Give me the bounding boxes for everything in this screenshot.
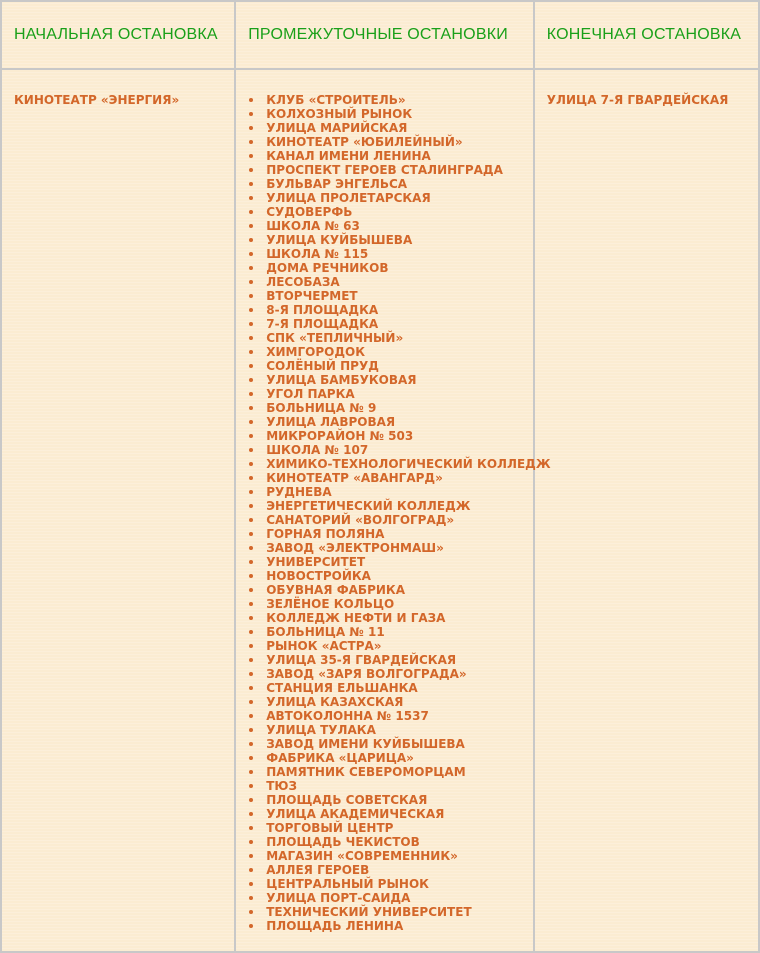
stop-list-item [264, 793, 533, 807]
stop-list-item [264, 667, 533, 681]
stop-name: ПРОСПЕКТ ГЕРОЕВ СТАЛИНГРАДА [266, 163, 503, 177]
bullet-icon [249, 238, 253, 242]
stop-name: МИКРОРАЙОН № 503 [266, 429, 414, 443]
body-row [1, 69, 759, 952]
stop-name: ШКОЛА № 63 [266, 219, 360, 233]
stop-list-item [264, 807, 533, 821]
stop-name: ТОРГОВЫЙ ЦЕНТР [266, 821, 394, 835]
bullet-icon [249, 910, 253, 914]
stop-list-item [264, 625, 533, 639]
bullet-icon [249, 826, 253, 830]
bullet-icon [249, 434, 253, 438]
stop-name: УЛИЦА ПОРТ-САИДА [266, 891, 411, 905]
header-intermediate-stops: ПРОМЕЖУТОЧНЫЕ ОСТАНОВКИ [235, 1, 534, 69]
bullet-icon [249, 154, 253, 158]
bullet-icon [249, 728, 253, 732]
stop-name: ГОРНАЯ ПОЛЯНА [266, 527, 385, 541]
stop-name: БОЛЬНИЦА № 9 [266, 401, 377, 415]
bullet-icon [249, 742, 253, 746]
bullet-icon [249, 658, 253, 662]
stop-list-item [264, 107, 533, 121]
stop-list-item [264, 835, 533, 849]
stop-list-item [264, 205, 533, 219]
stop-name: БОЛЬНИЦА № 11 [266, 625, 385, 639]
stop-list-item [264, 191, 533, 205]
stop-list-item [264, 373, 533, 387]
stop-name: ЗАВОД «ЗАРЯ ВОЛГОГРАДА» [266, 667, 467, 681]
stop-name: УЛИЦА ПРОЛЕТАРСКАЯ [266, 191, 431, 205]
bullet-icon [249, 574, 253, 578]
stop-name: КЛУБ «СТРОИТЕЛЬ» [266, 93, 406, 107]
stop-list-item [264, 387, 533, 401]
stop-name: ХИМГОРОДОК [266, 345, 366, 359]
stop-name: ФАБРИКА «ЦАРИЦА» [266, 751, 414, 765]
bullet-icon [249, 168, 253, 172]
bullet-icon [249, 364, 253, 368]
stop-list-item [264, 905, 533, 919]
bullet-icon [249, 294, 253, 298]
bullet-icon [249, 350, 253, 354]
stop-name: УЛИЦА БАМБУКОВАЯ [266, 373, 417, 387]
stop-name: ТЮЗ [266, 779, 298, 793]
stop-name: ШКОЛА № 107 [266, 443, 369, 457]
stop-name: УГОЛ ПАРКА [266, 387, 355, 401]
stop-list-item [264, 653, 533, 667]
stop-name: КИНОТЕАТР «АВАНГАРД» [266, 471, 443, 485]
stop-list-item [264, 751, 533, 765]
stop-list-item [264, 877, 533, 891]
stop-name: АЛЛЕЯ ГЕРОЕВ [266, 863, 370, 877]
bullet-icon [249, 406, 253, 410]
stop-list-item [264, 891, 533, 905]
bullet-icon [249, 630, 253, 634]
bullet-icon [249, 770, 253, 774]
stop-list-item [264, 737, 533, 751]
stop-name: УЛИЦА КАЗАХСКАЯ [266, 695, 404, 709]
stop-name: ЭНЕРГЕТИЧЕСКИЙ КОЛЛЕДЖ [266, 499, 471, 513]
stop-list-item [264, 261, 533, 275]
stop-name: РЫНОК «АСТРА» [266, 639, 382, 653]
stop-list-item [264, 149, 533, 163]
bullet-icon [249, 392, 253, 396]
stop-name: ПАМЯТНИК СЕВЕРОМОРЦАМ [266, 765, 466, 779]
stop-name: ПЛОЩАДЬ ЛЕНИНА [266, 919, 404, 933]
stop-name: РУДНЕВА [266, 485, 332, 499]
bullet-icon [249, 112, 253, 116]
stop-name: ОБУВНАЯ ФАБРИКА [266, 583, 405, 597]
bullet-icon [249, 700, 253, 704]
stop-name: СТАНЦИЯ ЕЛЬШАНКА [266, 681, 418, 695]
start-stop-cell [1, 69, 235, 952]
stop-name: ЗЕЛЁНОЕ КОЛЬЦО [266, 597, 395, 611]
stop-name: ЗАВОД ИМЕНИ КУЙБЫШЕВА [266, 737, 465, 751]
stop-list-item [264, 597, 533, 611]
end-stop-cell [534, 69, 759, 952]
stop-list-item [264, 569, 533, 583]
stop-list-item [264, 723, 533, 737]
bullet-icon [249, 812, 253, 816]
bullet-icon [249, 784, 253, 788]
stop-name: АВТОКОЛОННА № 1537 [266, 709, 429, 723]
intermediate-stops-cell [235, 69, 551, 952]
stop-list-item [264, 863, 533, 877]
stop-name: ШКОЛА № 115 [266, 247, 369, 261]
stop-list-item [264, 317, 533, 331]
stop-name: КИНОТЕАТР «ЮБИЛЕЙНЫЙ» [266, 135, 463, 149]
stop-name: ПЛОЩАДЬ ЧЕКИСТОВ [266, 835, 420, 849]
bullet-icon [249, 448, 253, 452]
stop-list-item [264, 247, 533, 261]
stop-name: ХИМИКО-ТЕХНОЛОГИЧЕСКИЙ КОЛЛЕДЖ [266, 457, 551, 471]
bullet-icon [249, 532, 253, 536]
stop-list-item [264, 639, 533, 653]
stop-list-item [264, 765, 533, 779]
stop-list-item [264, 401, 533, 415]
stop-list-item [264, 415, 533, 429]
stop-name: ВТОРЧЕРМЕТ [266, 289, 358, 303]
stop-list-item [264, 513, 533, 527]
stop-list-item [264, 303, 533, 317]
stop-list-item [264, 163, 533, 177]
bullet-icon [249, 504, 253, 508]
stop-list-item [264, 93, 533, 107]
stop-list-item [264, 275, 533, 289]
stop-name: УЛИЦА КУЙБЫШЕВА [266, 233, 413, 247]
bullet-icon [249, 280, 253, 284]
stop-name: УЛИЦА АКАДЕМИЧЕСКАЯ [266, 807, 445, 821]
bullet-icon [249, 252, 253, 256]
stop-name: УЛИЦА ЛАВРОВАЯ [266, 415, 396, 429]
bullet-icon [249, 126, 253, 130]
stop-list-item [264, 695, 533, 709]
stop-list-item [264, 471, 533, 485]
intermediate-stops-list [236, 70, 551, 933]
stop-list-item [264, 219, 533, 233]
bullet-icon [249, 476, 253, 480]
start-stop-name: КИНОТЕАТР «ЭНЕРГИЯ» [14, 93, 180, 107]
bullet-icon [249, 840, 253, 844]
stop-list-item [264, 443, 533, 457]
bullet-icon [249, 322, 253, 326]
stop-list-item [264, 779, 533, 793]
header-start-stop: НАЧАЛЬНАЯ ОСТАНОВКА [1, 1, 235, 69]
header-end-stop: КОНЕЧНАЯ ОСТАНОВКА [534, 1, 759, 69]
stop-list-item [264, 345, 533, 359]
stop-name: САНАТОРИЙ «ВОЛГОГРАД» [266, 513, 455, 527]
bullet-icon [249, 266, 253, 270]
stop-list-item [264, 331, 533, 345]
stop-name: УЛИЦА МАРИЙСКАЯ [266, 121, 408, 135]
stop-name: УНИВЕРСИТЕТ [266, 555, 366, 569]
stop-list-item [264, 821, 533, 835]
stop-name: 7-Я ПЛОЩАДКА [266, 317, 379, 331]
stop-name: КОЛХОЗНЫЙ РЫНОК [266, 107, 413, 121]
bullet-icon [249, 224, 253, 228]
stop-name: НОВОСТРОЙКА [266, 569, 371, 583]
stop-list-item [264, 177, 533, 191]
bullet-icon [249, 644, 253, 648]
stop-name: ПЛОЩАДЬ СОВЕТСКАЯ [266, 793, 428, 807]
stop-list-item [264, 849, 533, 863]
stop-list-item [264, 233, 533, 247]
bullet-icon [249, 210, 253, 214]
stop-list-item [264, 583, 533, 597]
bullet-icon [249, 546, 253, 550]
bullet-icon [249, 896, 253, 900]
stop-list-item [264, 541, 533, 555]
stop-name: ЗАВОД «ЭЛЕКТРОНМАШ» [266, 541, 444, 555]
stop-name: МАГАЗИН «СОВРЕМЕННИК» [266, 849, 458, 863]
stop-name: ДОМА РЕЧНИКОВ [266, 261, 389, 275]
stop-name: СПК «ТЕПЛИЧНЫЙ» [266, 331, 404, 345]
stop-list-item [264, 527, 533, 541]
header-row [1, 1, 759, 69]
bullet-icon [249, 924, 253, 928]
bullet-icon [249, 686, 253, 690]
bullet-icon [249, 420, 253, 424]
stop-list-item [264, 499, 533, 513]
stop-name: БУЛЬВАР ЭНГЕЛЬСА [266, 177, 408, 191]
bullet-icon [249, 560, 253, 564]
stop-name: 8-Я ПЛОЩАДКА [266, 303, 379, 317]
end-stop-name: УЛИЦА 7-Я ГВАРДЕЙСКАЯ [546, 93, 729, 107]
bullet-icon [249, 588, 253, 592]
bullet-icon [249, 182, 253, 186]
bullet-icon [249, 308, 253, 312]
bullet-icon [249, 672, 253, 676]
bullet-icon [249, 336, 253, 340]
stop-list-item [264, 135, 533, 149]
stop-name: КОЛЛЕДЖ НЕФТИ И ГАЗА [266, 611, 446, 625]
bullet-icon [249, 756, 253, 760]
stop-list-item [264, 359, 533, 373]
bullet-icon [249, 98, 253, 102]
bullet-icon [249, 798, 253, 802]
stop-name: УЛИЦА ТУЛАКА [266, 723, 376, 737]
bullet-icon [249, 462, 253, 466]
bullet-icon [249, 854, 253, 858]
stop-name: СОЛЁНЫЙ ПРУД [266, 359, 379, 373]
stop-list-item [264, 611, 533, 625]
stop-list-item [264, 289, 533, 303]
stop-list-item [264, 485, 533, 499]
stop-list-item [264, 555, 533, 569]
stop-name: КАНАЛ ИМЕНИ ЛЕНИНА [266, 149, 431, 163]
stop-list-item [264, 429, 533, 443]
bullet-icon [249, 616, 253, 620]
stop-name: ЛЕСОБАЗА [266, 275, 340, 289]
stop-name: УЛИЦА 35-Я ГВАРДЕЙСКАЯ [266, 653, 457, 667]
stop-list-item [264, 457, 551, 471]
bullet-icon [249, 518, 253, 522]
bullet-icon [249, 868, 253, 872]
stop-list-item [264, 121, 533, 135]
stop-list-item [264, 709, 533, 723]
bullet-icon [249, 378, 253, 382]
bullet-icon [249, 714, 253, 718]
bullet-icon [249, 602, 253, 606]
stop-name: СУДОВЕРФЬ [266, 205, 353, 219]
bullet-icon [249, 196, 253, 200]
bullet-icon [249, 490, 253, 494]
stop-name: ЦЕНТРАЛЬНЫЙ РЫНОК [266, 877, 429, 891]
stop-list-item [264, 681, 533, 695]
stop-list-item [264, 919, 533, 933]
stop-name: ТЕХНИЧЕСКИЙ УНИВЕРСИТЕТ [266, 905, 472, 919]
bullet-icon [249, 140, 253, 144]
bullet-icon [249, 882, 253, 886]
